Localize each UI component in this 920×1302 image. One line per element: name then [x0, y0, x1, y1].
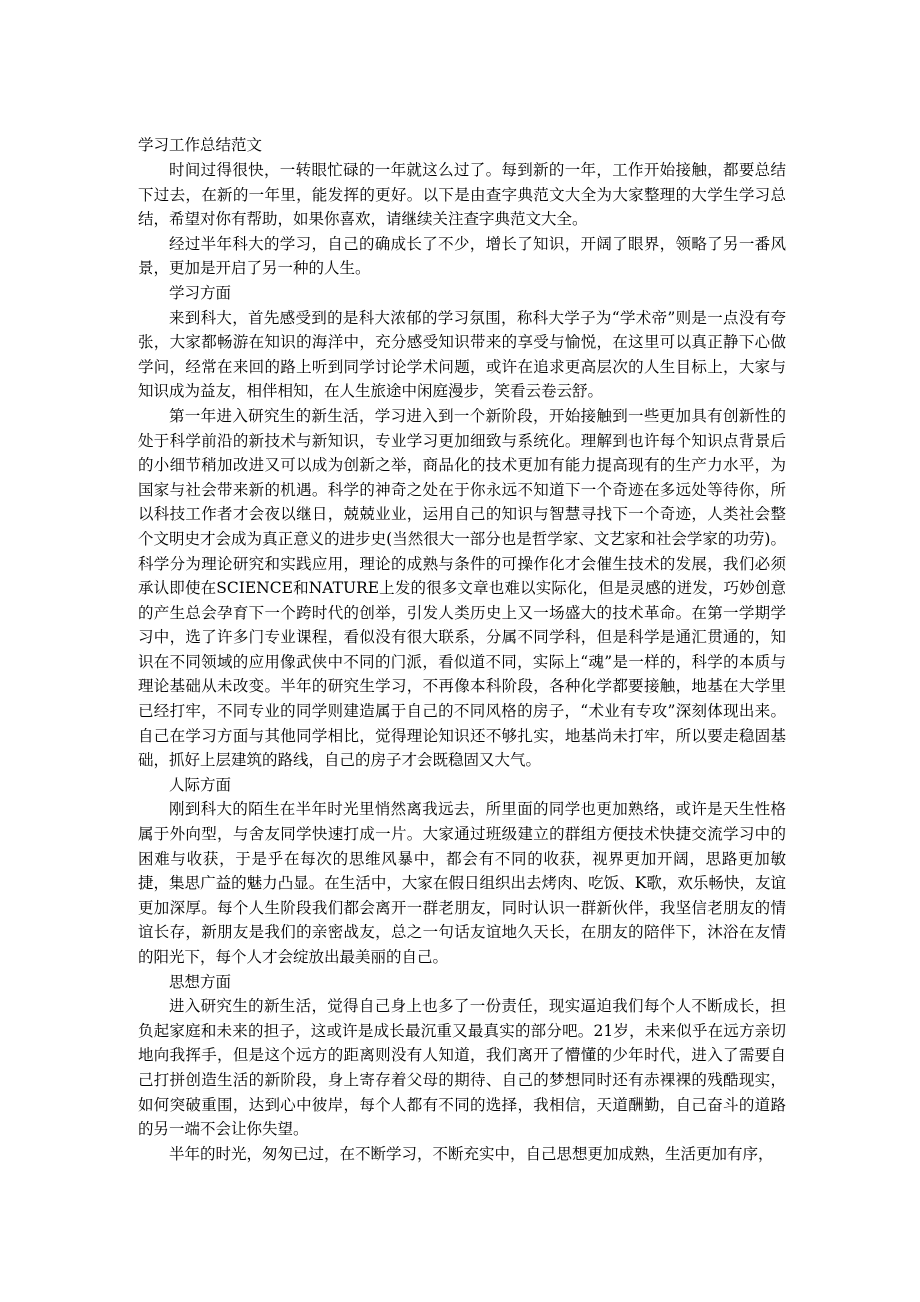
section-heading-social: 人际方面 [169, 775, 232, 794]
document-page [138, 133, 786, 1166]
section-heading-thought: 思想方面 [169, 972, 232, 991]
body-paragraph: 进入研究生的新生活，觉得自己身上也多了一份责任，现实逼迫我们每个人不断成长，担负起家庭和未来的担子，这或许是成长最沉重又最真实的部分吧。21岁，未来似乎在远方亲切地向我挥手，但是这个远方的距离则没有人知道，我们离开了懵懂的少年时代，进入了需要自己打拼创造生活的新阶段，身上寄存着父母的期待、自己的梦想同时还有赤裸裸的残酷现实，如何突破重围，达到心中彼岸，每个人都有不同的选择，我相信，天道酬勤，自己奋斗的道路的另一端不会让你失望。 [138, 997, 786, 1139]
body-paragraph: 来到科大，首先感受到的是科大浓郁的学习氛围，称科大学子为“学术帝”则是一点没有夸张，大家都畅游在知识的海洋中，充分感受知识带来的享受与愉悦，在这里可以真正静下心做学问，经常在来回的路上听到同学讨论学术问题，或许在追求更高层次的人生目标上，大家与知识成为益友，相伴相知，在人生旅途中闲庭漫步，笑看云卷云舒。 [138, 308, 786, 401]
body-paragraph: 刚到科大的陌生在半年时光里悄然离我远去，所里面的同学也更加熟络，或许是天生性格属于外向型，与舍友同学快速打成一片。大家通过班级建立的群组方便技术快捷交流学习中的困难与收获，于是乎在每次的思维风暴中，都会有不同的收获，视界更加开阔，思路更加敏捷，集思广益的魅力凸显。在生活中，大家在假日组织出去烤肉、吃饭、K歌，欢乐畅快，友谊更加深厚。每个人生阶段我们都会离开一群老朋友，同时认识一群新伙伴，我坚信老朋友的情谊长存，新朋友是我们的亲密战友，总之一句话友谊地久天长，在朋友的陪伴下，沐浴在友情的阳光下，每个人才会绽放出最美丽的自己。 [138, 800, 786, 966]
body-paragraph: 半年的时光，匆匆已过，在不断学习，不断充实中，自己思想更加成熟，生活更加有序， [169, 1144, 774, 1163]
body-paragraph: 第一年进入研究生的新生活，学习进入到一个新阶段，开始接触到一些更加具有创新性的处于科学前沿的新技术与新知识，专业学习更加细致与系统化。理解到也许每个知识点背景后的小细节稍加改进又可以成为创新之举，商品化的技术更加有能力提高现有的生产力水平，为国家与社会带来新的机遇。科学的神奇之处在于你永远不知道下一个奇迹在多远处等待你，所以科技工作者才会夜以继日，兢兢业业，运用自己的知识与智慧寻找下一个奇迹，人类社会整个文明史才会成为真正意义的进步史(当然很大一部分也是哲学家、文艺家和社会学家的功劳)。科学分为理论研究和实践应用，理论的成熟与条件的可操作化才会催生技术的发展，我们必须承认即使在SCIENCE和NATURE上发的很多文章也难以实际化，但是灵感的迸发，巧妙创意的产生总会孕育下一个跨时代的创举，引发人类历史上又一场盛大的技术革命。在第一学期学习中，选了许多门专业课程，看似没有很大联系，分属不同学科，但是科学是通汇贯通的，知识在不同领域的应用像武侠中不同的门派，看似道不同，实际上“魂”是一样的，科学的本质与理论基础从未改变。半年的研究生学习，不再像本科阶段，各种化学都要接触，地基在大学里已经打牢，不同专业的同学则建造属于自己的不同风格的房子，“术业有专攻”深刻体现出来。自己在学习方面与其他同学相比，觉得理论知识还不够扎实，地基尚未打牢，所以要走稳固基础，抓好上层建筑的路线，自己的房子才会既稳固又大气。 [138, 406, 786, 770]
intro-paragraph: 经过半年科大的学习，自己的确成长了不少，增长了知识，开阔了眼界，领略了另一番风景，更加是开启了另一种的人生。 [138, 234, 786, 278]
intro-paragraph: 时间过得很快，一转眼忙碌的一年就这么过了。每到新的一年，工作开始接触，都要总结下过去，在新的一年里，能发挥的更好。以下是由查字典范文大全为大家整理的大学生学习总结，希望对你有帮助，如果你喜欢，请继续关注查字典范文大全。 [138, 161, 786, 229]
section-heading-study: 学习方面 [169, 283, 232, 302]
document-title: 学习工作总结范文 [138, 136, 263, 154]
